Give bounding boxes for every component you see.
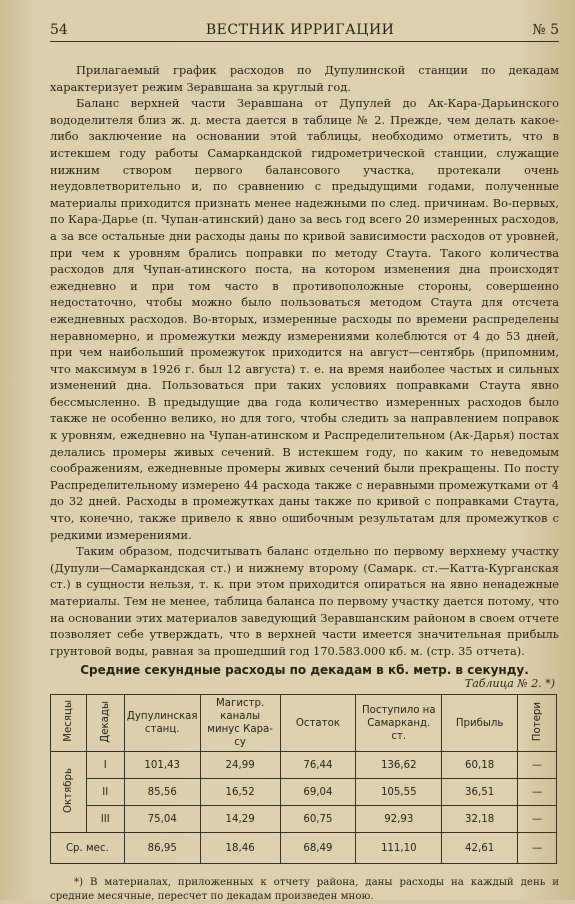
journal-title: ВЕСТНИК ИРРИГАЦИИ [205, 22, 395, 38]
cell-gain: 32,18 [442, 806, 518, 833]
header-dupuli: Дупулинская станц. [124, 695, 200, 752]
table-total-row [51, 833, 557, 864]
table-title: Средние секундные расходы по декадам в кб. метр. в секунду. [80, 663, 529, 678]
page-number: 54 [50, 22, 68, 38]
cell-samarkand: 111,10 [356, 833, 442, 864]
article-body [50, 62, 559, 659]
cell-loss: — [518, 779, 557, 806]
header-decade: Декады [86, 695, 124, 752]
cell-dupuli: 101,43 [124, 752, 200, 779]
header-remainder: Остаток [280, 695, 356, 752]
month-cell: Октябрь [51, 752, 87, 833]
cell-dupuli: 86,95 [124, 833, 200, 864]
cell-remainder: 76,44 [280, 752, 356, 779]
cell-remainder: 69,04 [280, 779, 356, 806]
cell-gain: 42,61 [442, 833, 518, 864]
cell-gain: 60,18 [442, 752, 518, 779]
table-row [51, 752, 557, 779]
issue-number: № 5 [532, 22, 559, 38]
cell-remainder: 68,49 [280, 833, 356, 864]
cell-canals: 14,29 [200, 806, 280, 833]
cell-total-label: Ср. мес. [51, 833, 125, 864]
cell-loss: — [518, 752, 557, 779]
cell-decade: II [86, 779, 124, 806]
cell-canals: 18,46 [200, 833, 280, 864]
cell-dupuli: 75,04 [124, 806, 200, 833]
cell-decade: I [86, 752, 124, 779]
cell-dupuli: 85,56 [124, 779, 200, 806]
header-gain: Прибыль [442, 695, 518, 752]
cell-gain: 36,51 [442, 779, 518, 806]
table-label: Таблица № 2. *) [464, 677, 555, 691]
header-loss: Потери [518, 695, 557, 752]
paragraph: Баланс верхней части Зеравшана от Дупулей до Ак-Кара-Дарьинского вододелителя близ ж. д. места дается в таблице № 2. Прежде, чем делать какое-либо заключение на основании этой таблицы, необходимо отметить, что в истекшем году работы Самаркандской гидрометрической станции, служащие нижним створом первого балансового участка, протекали очень неудовлетворительно и, по сравнению с предыдущими годами, полученные материалы приходится признать менее надежными по след. причинам. Во-первых, по Кара-Дарье (п. Чупан-атинский) дано за весь год всего 20 измеренных расходов, а за все остальные дни расходы даны по кривой зависимости расходов от уровней, при чем к уровням брались поправки по методу Стаута. Такого количества расходов для Чупан-атинского поста, на котором изменения дна происходят ежедневно и при том часто в противоположные стороны, совершенно недостаточно, чтобы можно было пользоваться методом Стаута для отсчета ежедневных расходов. Во-вторых, измеренные расходы по времени распределены неравномерно, и промежутки между измерениями колеблются от 4 до 53 дней, при чем наибольший промежуток приходится на август—сентябрь (припомним, что максимум в 1926 г. был 12 августа) т. е. на время наиболее частых и сильных изменений дна. Пользоваться при таких условиях поправками Стаута явно бессмысленно. В предыдущие два года количество измеренных расходов было также не особенно велико, но для того, чтобы следить за направлением поправок к уровням, ежедневно на Чупан-атинском и Распределительном (Ак-Дарья) постах делались промеры живых сечений. В истекшем году, по каким то неведомым соображениям, ежедневные промеры живых сечений были прекращены. По посту Распределительному измерено 44 расхода также с неравными промежутками от 4 до 32 дней. Расходы в промежутках даны также по кривой с поправками Стаута, что, конечно, также привело к явно ошибочным результатам для промежутков с редкими измерениями. [50, 96, 559, 542]
page-header [50, 22, 559, 42]
paragraph: Таким образом, подсчитывать баланс отдельно по первому верхнему участку (Дупули—Самаркандская ст.) и нижнему второму (Самарк. ст.—Катта-Курганская ст.) в сущности нельзя, т. к. при этом приходится опираться на явно ненадежные материалы. Тем не менее, таблица баланса по первому участку дается потому, что на основании этих материалов заведующий Зеравшанским районом в своем отчете позволяет себе утверждать, что в верхней части имеется значительная прибыль грунтовой воды, равная за прошедший год 170.583.000 кб. м. (стр. 35 отчета). [50, 544, 559, 658]
header-samarkand: Поступило на Самарканд. ст. [356, 695, 442, 752]
cell-samarkand: 92,93 [356, 806, 442, 833]
paragraph: Прилагаемый график расходов по Дупулинской станции по декадам характеризует режим Зеравшана за круглый год. [50, 63, 559, 94]
cell-loss: — [518, 833, 557, 864]
cell-canals: 24,99 [200, 752, 280, 779]
cell-samarkand: 105,55 [356, 779, 442, 806]
table-row [51, 806, 557, 833]
cell-canals: 16,52 [200, 779, 280, 806]
cell-remainder: 60,75 [280, 806, 356, 833]
footnote: *) В материалах, приложенных к отчету района, даны расходы на каждый день и средние месячные, пересчет по декадам произведен мною. [50, 877, 559, 903]
cell-loss: — [518, 806, 557, 833]
header-month: Месяцы [51, 695, 87, 752]
balance-table [50, 694, 557, 864]
cell-samarkand: 136,62 [356, 752, 442, 779]
table-row [51, 779, 557, 806]
header-canals: Магистр. каналы минус Кара-су [200, 695, 280, 752]
cell-decade: III [86, 806, 124, 833]
table-header-row [51, 695, 557, 752]
